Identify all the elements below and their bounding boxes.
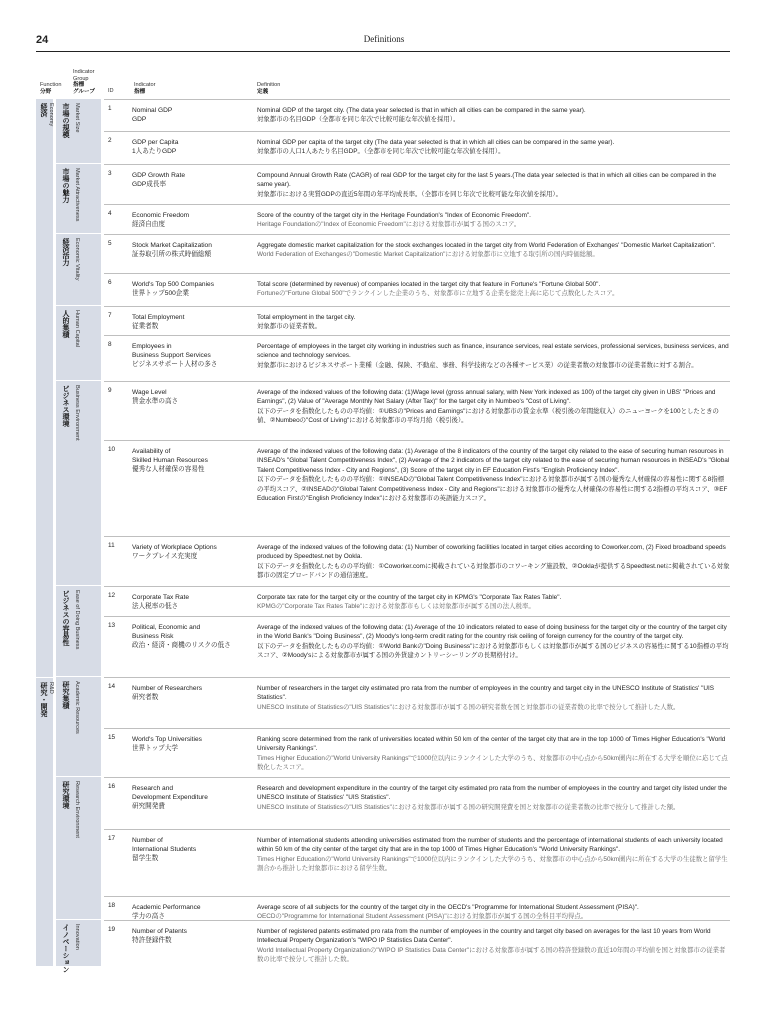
row-definition: [257, 593, 730, 612]
table-row: [104, 306, 730, 335]
table-row: [104, 677, 730, 728]
row-id: 7: [108, 312, 112, 319]
table-row: [104, 777, 730, 829]
header-group: [73, 69, 95, 95]
group-label-ja: ビジネスの容易性: [62, 590, 69, 646]
definition-ja: 以下のデータを指数化したものの平均値：①World Bankの"Doing Business"における対象都市もしくは対象都市が属する国のビジネスの容易性に関する10指標の平均スコア、②Moody'sによる対象都市が属する国の外貨建カントリーシーリングの長期格付け。: [257, 642, 729, 660]
row-id: 2: [108, 137, 112, 144]
indicator-name-en: Variety of Workplace Options: [132, 544, 217, 551]
row-definition: [257, 313, 730, 332]
row-indicator: [132, 784, 250, 812]
row-definition: [257, 280, 730, 299]
group-label-en: Human Capital: [74, 310, 80, 347]
table-row: [104, 829, 730, 896]
group-label-en: Business Environment: [74, 385, 80, 441]
group-label-ja: 研究環境: [62, 781, 69, 809]
top-rule: [36, 51, 730, 52]
indicator-name-ja: GDP: [132, 116, 147, 124]
definition-en: Average of the indexed values of the following data: (1) Average of the 8 indicators of the country of the target city related to the ease of securing human resources in INSEAD's "Global Talent Competitiveness Index", (2) Average of the 2 indicators of the target city related to the ease of securing human resources in INSEAD's "Global Talent Competitiveness Index - City and Regions", (3) Score of the target city in EF Education First's "English Proficiency Index".: [257, 448, 730, 474]
function-economy: [36, 99, 53, 677]
definition-source: Times Higher Educationの"World University Rankings"で1000位以内にランクインした大学のうち、対象都市の中心点から50km圏内に所在する大学の生徒数と留学生割合から推計した対象都市における留学生数。: [257, 855, 728, 873]
definition-ja: 以下のデータを指数化したものの平均値：①Coworker.comに掲載されている対象都市のコワーキング施設数、②Ooklaが提供するSpeedtest.netに掲載されている対象都市の固定ブロードバンドの通信速度。: [257, 562, 730, 580]
indicator-name-en: Wage Level: [132, 389, 167, 396]
definition-ja: 対象都市における実質GDPの直近5年間の年平均成長率。（全都市を同じ年次で比較可能な年次値を採用）。: [257, 190, 562, 198]
group-label-ja: ビジネス環境: [62, 385, 69, 427]
row-id: 6: [108, 279, 112, 286]
indicator-name-ja: GDP成長率: [132, 181, 167, 189]
group-market-attractiveness: [56, 164, 101, 234]
row-indicator: [132, 836, 250, 864]
row-indicator: [132, 138, 250, 156]
group-label-en: Innovation: [74, 924, 80, 950]
header-id: ID: [108, 88, 114, 94]
definition-en: Nominal GDP of the target city. (The data year selected is that in which all cities can be compared in the same year).: [257, 107, 586, 114]
row-id: 3: [108, 170, 112, 177]
row-definition: [257, 447, 730, 503]
header-function-ja: 分野: [40, 88, 52, 95]
row-definition: [257, 138, 730, 157]
table-row: [104, 273, 730, 306]
row-definition: [257, 388, 730, 426]
group-ease-of-doing-business: [56, 586, 101, 677]
table-row: [104, 440, 730, 536]
definition-en: Corporate tax rate for the target city or the country of the target city in KPMG's "Corporate Tax Rates Table".: [257, 594, 562, 601]
header-definition: [257, 82, 280, 95]
definition-ja: 対象都市の人口1人あたり名目GDP。（全都市を同じ年次で比較可能な年次値を採用）。: [257, 148, 505, 156]
indicator-name-en: Academic Performance: [132, 904, 201, 911]
indicator-name-ja: 優秀な人材確保の容易性: [132, 466, 205, 474]
indicator-name-en: Number of International Students: [132, 837, 197, 854]
indicator-name-en: Corporate Tax Rate: [132, 594, 190, 601]
row-definition: [257, 241, 730, 260]
definition-en: Average score of all subjects for the country of the target city in the OECD's "Programme for International Student Assessment (PISA)".: [257, 904, 639, 911]
group-economic-vitality: [56, 234, 101, 306]
indicator-name-ja: 経済自由度: [132, 221, 165, 229]
indicator-name-ja: 法人税率の低さ: [132, 603, 179, 611]
indicator-name-en: Nominal GDP: [132, 107, 173, 114]
row-definition: [257, 903, 730, 922]
definition-en: Average of the indexed values of the following data: (1) Number of coworking facilities located in target cities according to Coworker.com, (2) Fixed broadband speeds produced by Speedtest.net by Ookla.: [257, 544, 726, 561]
definition-en: Average of the indexed values of the following data: (1) Average of the 10 indicators related to ease of doing business for the target city or the country of the target city in the World Bank's "Doing Business", (2) Moody's long-term credit rating for the country risk ceiling of foreign currency for the country of the target city.: [257, 624, 727, 641]
definition-en: Research and development expenditure in the country of the target city estimated pro rata from the number of employees in the country and target city listed under the UNESCO Institute of Statistics' "UIS Statistics".: [257, 785, 727, 802]
group-label-en: Market Attractiveness: [74, 168, 80, 222]
table-row: [104, 164, 730, 204]
row-id: 18: [108, 902, 116, 909]
row-definition: [257, 927, 730, 965]
table-row: [104, 536, 730, 586]
table-row: [104, 335, 730, 381]
indicator-name-ja: 研究開発費: [132, 803, 165, 811]
table-row: [104, 99, 730, 131]
row-id: 13: [108, 622, 116, 629]
row-id: 5: [108, 240, 112, 247]
row-id: 16: [108, 783, 116, 790]
row-indicator: [132, 241, 250, 259]
definition-en: Number of registered patents estimated pro rata from the number of employees in the country and target city based on averages for the last 10 years from World Intellectual Property Organization's "WIPO IP Statistics Data Center".: [257, 928, 711, 945]
indicator-name-ja: ワークプレイス充実度: [132, 553, 198, 561]
table-row: [104, 896, 730, 920]
indicator-name-en: Total Employment: [132, 314, 185, 321]
table-row: [104, 381, 730, 440]
indicator-name-ja: 学力の高さ: [132, 913, 165, 921]
header-group-ja-2: グループ: [73, 88, 95, 95]
row-definition: [257, 684, 730, 712]
group-academic-resources: [56, 677, 101, 777]
row-id: 11: [108, 542, 115, 549]
table-row: [104, 728, 730, 777]
row-definition: [257, 836, 730, 874]
definition-source: KPMGの"Corporate Tax Rates Table"における対象都市もしくは対象都市が属する国の法人税率。: [257, 603, 535, 611]
definition-en: Total employment in the target city.: [257, 314, 356, 321]
row-definition: [257, 543, 730, 581]
header-definition-en: Definition: [257, 82, 281, 88]
row-id: 15: [108, 734, 116, 741]
group-human-capital: [56, 306, 101, 381]
row-definition: [257, 623, 730, 661]
indicator-name-ja: 世界トップ500企業: [132, 290, 189, 298]
row-indicator: [132, 342, 250, 370]
indicator-name-en: Stock Market Capitalization: [132, 242, 212, 249]
group-label-ja: 市場の魅力: [62, 168, 69, 203]
table-row: [104, 616, 730, 677]
definition-source: World Federation of Exchangesの"Domestic Market Capitalization"における対象都市に立地する取引所の国内時価総額。: [257, 251, 599, 259]
indicator-name-ja: 留学生数: [132, 855, 159, 863]
definition-en: Nominal GDP per capita of the target city (The data year selected is that in which all cities can be compared in the same year).: [257, 139, 615, 146]
header-function: [40, 82, 61, 95]
row-definition: [257, 342, 730, 370]
definition-source: Fortuneの"Fortune Global 500"でランクインした企業のうち、対象都市に立地する企業を総売上高に応じて点数化したスコア。: [257, 290, 619, 298]
definition-source: UNESCO Institute of Statisticsの"UIS Statistics"における対象都市が属する国の研究開発費を国と対象都市の従業者数の比率で按分して推計した額。: [257, 803, 680, 811]
group-research-environment: [56, 777, 101, 920]
row-id: 4: [108, 210, 112, 217]
indicator-name-ja: 特許登録件数: [132, 937, 172, 945]
indicator-name-ja: 政治・経済・商機のリスクの低さ: [132, 642, 231, 650]
function-economy-en: Economy: [48, 103, 54, 127]
header-indicator-en: Indicator: [134, 82, 156, 88]
definition-en: Aggregate domestic market capitalization for the stock exchanges located in the target city from World Federation of Exchanges' "Domestic Market Capitalization".: [257, 242, 716, 249]
row-id: 10: [108, 446, 116, 453]
table-row: [104, 204, 730, 234]
indicator-name-ja: 研究者数: [132, 694, 159, 702]
definition-source: Times Higher Educationの"World University Rankings"で1000位以内にランクインした大学のうち、対象都市の中心点から50km圏内に所在する大学を順位に応じて点数化したスコア。: [257, 754, 728, 772]
definition-en: Total score (determined by revenue) of companies located in the target city that feature in Fortune's "Fortune Global 500".: [257, 281, 601, 288]
row-indicator: [132, 447, 250, 475]
indicator-name-en: Economic Freedom: [132, 212, 190, 219]
indicator-name-en: Number of Researchers: [132, 685, 202, 692]
indicator-name-en: Research and Development Expenditure: [132, 785, 208, 802]
definition-source: World Intellectual Property Organizationの"WIPO IP Statistics Data Center"における対象都市が属する国の特許登録数の直近10年間の平均値を国と対象都市の従業者数の比率で按分して推計した数。: [257, 946, 726, 964]
table-row: [104, 586, 730, 616]
indicator-name-en: Availability of Skilled Human Resources: [132, 448, 208, 465]
page-number: 24: [36, 34, 49, 46]
row-id: 12: [108, 592, 116, 599]
definition-en: Number of international students attending universities estimated from the number of students and the percentage of international students of each university located within 50 km of the city center of the target city that are in the top 1000 of Times Higher Education's "World University Rankings".: [257, 837, 723, 854]
header-group-en-2: Group: [73, 75, 89, 82]
row-id: 8: [108, 341, 112, 348]
indicator-name-en: GDP per Capita: [132, 139, 179, 146]
group-market-size: [56, 99, 101, 164]
definition-ja: 対象都市におけるビジネスサポート業種（金融、保険、不動産、事務、科学技術などの各種サービス業）の従業者数の対象都市の従業者数に対する割合。: [257, 361, 698, 369]
row-indicator: [132, 593, 250, 611]
header-group-en-1: Indicator: [73, 69, 95, 75]
indicator-name-ja: 世界トップ大学: [132, 745, 178, 753]
indicator-name-ja: 賃金水準の高さ: [132, 398, 179, 406]
indicator-name-ja: 1人あたりGDP: [132, 148, 177, 156]
definition-en: Percentage of employees in the target city working in industries such as finance, insurance services, real estate services, professional services, business services, and science and technology services.: [257, 343, 729, 360]
group-label-en: Ease of Doing Business: [74, 590, 80, 650]
row-indicator: [132, 313, 250, 331]
row-indicator: [132, 735, 250, 753]
table-row: [104, 234, 730, 273]
header-indicator-ja: 指標: [134, 88, 146, 95]
row-indicator: [132, 388, 250, 406]
definition-source: OECDの"Programme for International Student Assessment (PISA)"における対象都市が属する国の全科目平均得点。: [257, 913, 588, 921]
function-economy-ja: 経済: [40, 103, 47, 117]
definition-en: Average of the indexed values of the following data: (1)Wage level (gross annual salary, with New York indexed as 100) of the target city given in UBS' "Prices and Earnings", (2) Value of "Average Monthly Net Salary (After Tax)" for the target city in Numbeo's "Cost of Living".: [257, 389, 716, 406]
indicator-name-ja: 従業者数: [132, 323, 159, 331]
row-indicator: [132, 623, 250, 651]
group-label-en: Market Size: [74, 103, 80, 133]
row-indicator: [132, 684, 250, 702]
row-indicator: [132, 280, 250, 298]
page-title: Definitions: [363, 34, 405, 44]
definition-ja: 以下のデータを指数化したものの平均値：①INSEADの"Global Talent Competitiveness Index"における対象都市が属する国の優秀な人材確保の容易性に関する8指標の平均スコア、②INSEADの"Global Talent Competitiveness Index - City and Regions"における対象都市の優秀な人材確保の容易性に関する2指標の平均スコア、③EF Education Firstの"English Proficiency Index"における対象都市の英語能力スコア。: [257, 476, 728, 503]
row-indicator: [132, 903, 250, 921]
indicator-name-en: World's Top Universities: [132, 736, 202, 743]
definition-ja: 対象都市の従業者数。: [257, 323, 321, 331]
indicator-name-en: Employees in Business Support Services: [132, 343, 211, 360]
group-label-en: Academic Resources: [74, 681, 80, 734]
row-indicator: [132, 543, 250, 561]
group-label-en: Economic Vitality: [74, 238, 80, 281]
definition-source: Heritage Foundationの"Index of Economic Freedom"における対象都市が属する国のスコア。: [257, 221, 521, 229]
function-rd-en: R&D: [48, 682, 54, 694]
header-group-ja-1: 指標: [73, 82, 85, 89]
function-rd: [36, 677, 53, 967]
function-rd-ja: 研究・開発: [40, 682, 47, 717]
group-column: [56, 99, 101, 973]
group-label-ja: 人的集積: [62, 310, 69, 338]
row-definition: [257, 171, 730, 199]
table-row: [104, 131, 730, 164]
definition-en: Ranking score determined from the rank of universities located within 50 km of the center of the target city that are in the top 1000 of Times Higher Education's "World University Rankings".: [257, 736, 726, 753]
group-label-en: Research Environment: [74, 781, 80, 838]
indicator-name-en: World's Top 500 Companies: [132, 281, 215, 288]
definition-source: UNESCO Institute of Statisticsの"UIS Statistics"における対象都市が属する国の研究者数を国と対象都市の従業者数の比率で按分して推計した人数。: [257, 703, 680, 711]
group-label-ja: イノベーション: [62, 924, 69, 973]
group-innovation: [56, 920, 101, 973]
indicator-name-en: Political, Economic and Business Risk: [132, 624, 201, 641]
group-label-ja: 市場の規模: [62, 103, 69, 138]
definition-ja: 以下のデータを指数化したものの平均値：①UBSの"Prices and Earnings"における対象都市の賃金水準（税引後の年間総収入）のニューヨークを100としたときの値、②Numbeoの"Cost of Living"における対象都市の平均月給（税引後）。: [257, 407, 719, 425]
row-id: 14: [108, 683, 116, 690]
row-id: 19: [108, 926, 116, 933]
definition-en: Number of researchers in the target city estimated pro rata from the number of employees in the country and target city in the UNESCO Institute of Statistics' "UIS Statistics".: [257, 685, 715, 702]
row-indicator: [132, 211, 250, 229]
row-id: 9: [108, 387, 112, 394]
row-id: 1: [108, 105, 112, 112]
function-column: [36, 99, 53, 966]
group-business-environment: [56, 381, 101, 586]
group-label-ja: 研究集積: [62, 681, 69, 709]
row-indicator: [132, 171, 250, 189]
definition-en: Score of the country of the target city in the Heritage Foundation's "Index of Economic Freedom".: [257, 212, 531, 219]
definition-en: Compound Annual Growth Rate (CAGR) of real GDP for the target city for the last 5 years.(The data year selected is that in which all cities can be compared in the same year).: [257, 172, 717, 189]
row-definition: [257, 106, 730, 125]
header-indicator: [134, 82, 155, 95]
row-id: 17: [108, 835, 116, 842]
row-definition: [257, 784, 730, 812]
group-label-ja: 経済活力: [62, 238, 69, 266]
indicator-name-ja: ビジネスサポート人材の多さ: [132, 361, 218, 369]
row-indicator: [132, 927, 250, 945]
row-definition: [257, 211, 730, 230]
indicator-name-en: GDP Growth Rate: [132, 172, 186, 179]
table-row: [104, 920, 730, 967]
header-function-en: Function: [40, 82, 62, 88]
indicator-name-en: Number of Patents: [132, 928, 187, 935]
indicator-name-ja: 証券取引所の株式時価総額: [132, 251, 212, 259]
row-indicator: [132, 106, 250, 124]
header-definition-ja: 定義: [257, 88, 269, 95]
definition-ja: 対象都市の名目GDP（全都市を同じ年次で比較可能な年次値を採用）。: [257, 116, 460, 124]
row-definition: [257, 735, 730, 773]
